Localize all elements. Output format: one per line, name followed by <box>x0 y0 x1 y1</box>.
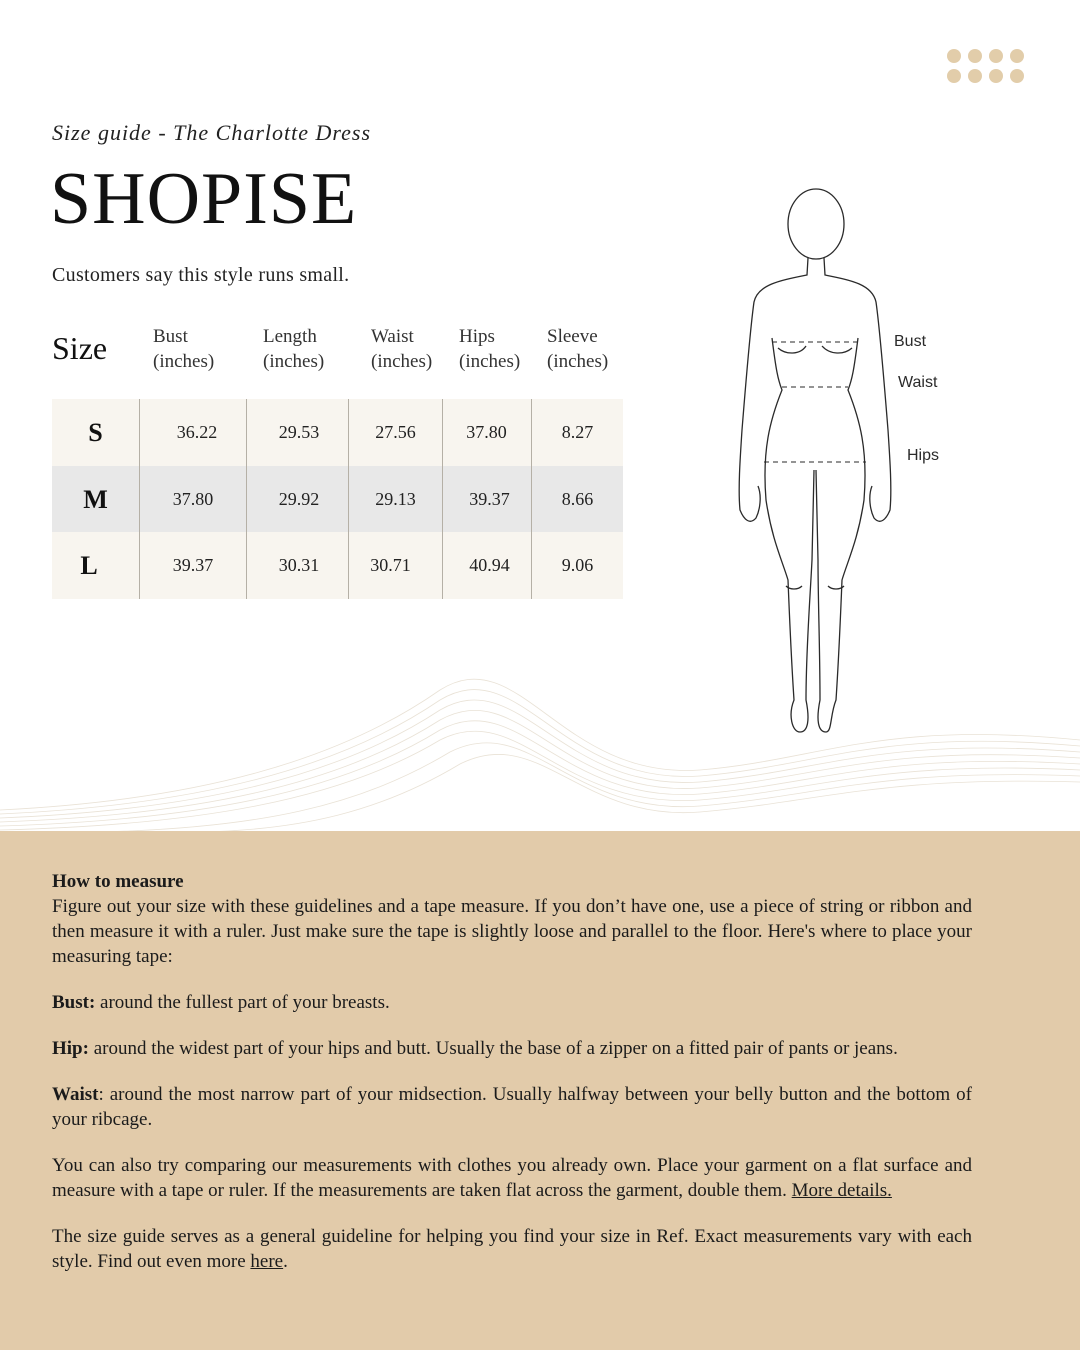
column-header-bust: Bust (inches) <box>153 326 215 372</box>
column-divider <box>442 399 443 599</box>
bust-cell: 36.22 <box>176 422 218 442</box>
column-divider <box>531 399 532 599</box>
instructions-text <box>52 869 972 1295</box>
here-link[interactable]: here <box>250 1251 284 1272</box>
fit-note: Customers say this style runs small. <box>52 264 350 286</box>
bust-cell: 37.80 <box>172 489 214 509</box>
sleeve-cell: 8.27 <box>561 422 594 442</box>
column-header-sleeve: Sleeve (inches) <box>547 326 609 372</box>
size-cell: M <box>83 485 108 514</box>
bust-term: Bust: <box>52 992 96 1013</box>
waist-label: Waist <box>898 374 938 391</box>
waist-cell: 29.13 <box>375 489 416 509</box>
column-divider <box>246 399 247 599</box>
bust-cell: 39.37 <box>172 555 214 575</box>
body-measurement-figure <box>720 180 980 740</box>
table-row <box>52 532 623 599</box>
waist-cell: 30.71 <box>370 555 411 575</box>
how-to-measure-section <box>0 831 1080 1350</box>
how-to-measure-heading: How to measure <box>52 871 184 892</box>
waist-description: : around the most narrow part of your midsection. Usually halfway between your belly button and the bottom of your ribcage. <box>52 1084 972 1130</box>
sleeve-cell: 8.66 <box>561 489 594 509</box>
hips-label: Hips <box>907 447 940 464</box>
hips-cell: 37.80 <box>466 422 507 442</box>
size-column-header: Size <box>52 330 108 366</box>
compare-text: You can also try comparing our measurements with clothes you already own. Place your garment on a flat surface and measure with a tape or ruler. If the measurements are taken flat across the garment, double them. <box>52 1155 972 1201</box>
hips-cell: 39.37 <box>469 489 510 509</box>
waist-term: Waist <box>52 1084 99 1105</box>
size-cell: S <box>88 418 103 447</box>
column-header-length: Length (inches) <box>263 326 325 372</box>
length-cell: 29.53 <box>278 422 320 442</box>
more-details-link[interactable]: More details. <box>791 1180 892 1201</box>
bust-description: around the fullest part of your breasts. <box>95 992 390 1013</box>
brand-logo: SHOPISE <box>50 158 358 240</box>
length-cell: 30.31 <box>278 555 320 575</box>
table-row <box>52 466 623 533</box>
hip-term: Hip: <box>52 1038 89 1059</box>
sleeve-cell: 9.06 <box>561 555 594 575</box>
size-cell: L <box>80 551 98 580</box>
column-divider <box>139 399 140 599</box>
table-row <box>52 399 623 466</box>
hip-description: around the widest part of your hips and butt. Usually the base of a zipper on a fitted pair of pants or jeans. <box>88 1038 898 1059</box>
intro-text: Figure out your size with these guidelines and a tape measure. If you don’t have one, use a piece of string or ribbon and then measure it with a ruler. Just make sure the tape is slightly loose and parallel to the floor. Here's where to place your measuring tape: <box>52 896 972 967</box>
column-header-hips: Hips (inches) <box>459 326 521 372</box>
column-header-waist: Waist (inches) <box>371 326 433 372</box>
column-divider <box>348 399 349 599</box>
page-subtitle: Size guide - The Charlotte Dress <box>52 120 371 145</box>
length-cell: 29.92 <box>278 489 320 509</box>
guide-text: The size guide serves as a general guideline for helping you find your size in Ref. Exact measurements vary with each style. Find out even more <box>52 1226 972 1272</box>
decorative-dots <box>946 48 1026 84</box>
hips-cell: 40.94 <box>469 555 510 575</box>
period: . <box>283 1251 288 1272</box>
waist-cell: 27.56 <box>375 422 416 442</box>
bust-label: Bust <box>894 333 927 350</box>
